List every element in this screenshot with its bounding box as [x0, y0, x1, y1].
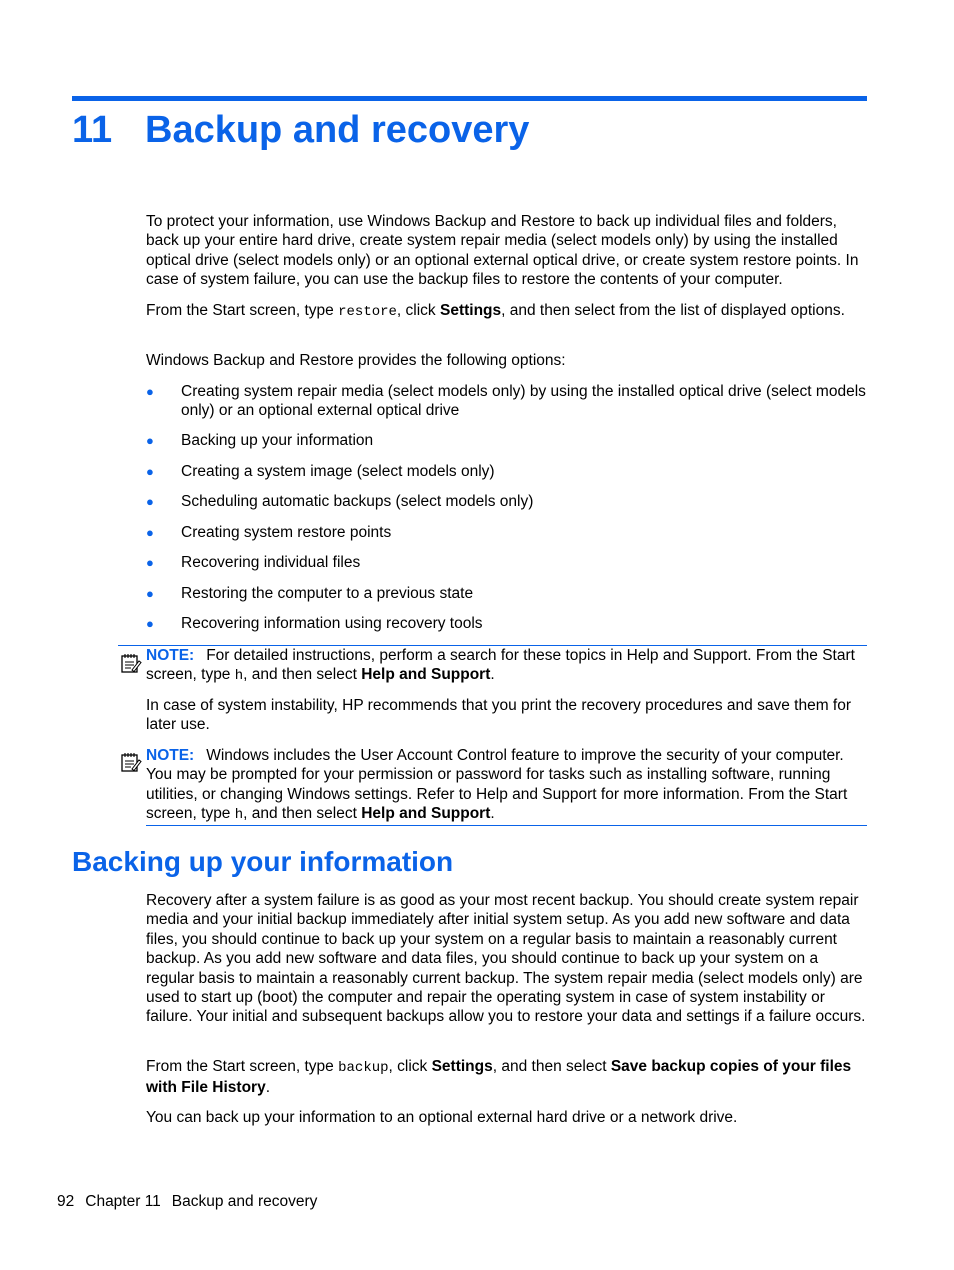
note-2-bottom-rule: [146, 825, 867, 826]
bullet-dot-icon: ●: [146, 494, 154, 509]
intro-paragraph-1: To protect your information, use Windows Backup and Restore to back up individual files and folders, back up your entire hard drive, create system repair media (select models only) by using the installed optical drive (select models only) or an optional external optical drive, or create system restore points. In case of system failure, you can use the backup files to restore the contents of your computer.: [146, 213, 859, 289]
bold-term: Help and Support: [361, 805, 491, 823]
text-run: , click: [396, 302, 440, 319]
bullet-dot-icon: ●: [146, 586, 154, 601]
page-footer: [57, 1192, 328, 1211]
page-number: 92: [57, 1193, 75, 1210]
text-run: .: [490, 666, 495, 684]
list-item-text: Recovering individual files: [181, 554, 361, 571]
note-pad-icon: [120, 652, 142, 674]
chapter-title-text: Backup and recovery: [145, 109, 530, 151]
section-paragraph-2: [146, 1057, 868, 1098]
list-item-text: Creating system repair media (select models only) by using the installed optical drive (select models only) or an optional external optical drive: [181, 383, 866, 420]
footer-chapter: Chapter 11: [85, 1193, 161, 1210]
bold-term: Save backup copies of your files with File History: [146, 1058, 852, 1096]
text-run: Windows includes the User Account Control feature to improve the security of your computer. You may be prompted for your permission or password for tasks such as installing software, running utilities, or changing Windows settings. Refer to Help and Support for more information. From the Start screen, type: [146, 747, 848, 823]
list-item-text: Creating system restore points: [181, 524, 392, 541]
typed-command: backup: [338, 1060, 389, 1076]
footer-title: Backup and recovery: [171, 1193, 318, 1210]
typed-command: h: [234, 807, 244, 824]
note-pad-icon: [120, 751, 142, 773]
bullet-dot-icon: ●: [146, 525, 154, 540]
chapter-title: [72, 106, 529, 154]
section-paragraph-3: You can back up your information to an optional external hard drive or a network drive.: [146, 1109, 738, 1126]
bullet-dot-icon: ●: [146, 433, 154, 448]
text-run: .: [265, 1079, 271, 1096]
bullet-dot-icon: ●: [146, 616, 154, 631]
list-item-text: Creating a system image (select models only): [181, 463, 495, 480]
note-1-body: [146, 646, 868, 687]
section-paragraph-1: Recovery after a system failure is as good as your most recent backup. You should create system repair media and your initial backup immediately after initial system setup. As you add new software and data files, you should continue to back up your system on a regular basis to maintain a reasonably current backup. As you add new software and data files, you should continue to back up your system on a regular basis to maintain a reasonably current backup. The system repair media (select models only) are used to start up (boot) the computer and repair the operating system in case of system instability or failure. Your initial and subsequent backups allow you to restore your data and settings if a failure occurs.: [146, 892, 866, 1026]
typed-command: restore: [338, 304, 397, 320]
intro-paragraph-3: Windows Backup and Restore provides the following options:: [146, 352, 566, 369]
text-run: , click: [388, 1058, 432, 1075]
note-2-body: [146, 746, 868, 826]
text-run: From the Start screen, type: [146, 1058, 339, 1075]
bullet-dot-icon: ●: [146, 384, 154, 399]
text-run: .: [490, 805, 495, 823]
text-run: For detailed instructions, perform a search for these topics in Help and Support. From the Start screen, type: [146, 647, 855, 684]
typed-command: h: [234, 668, 244, 685]
bold-term: Settings: [431, 1058, 493, 1075]
text-run: , and then select from the list of displayed options.: [501, 302, 845, 319]
bullet-dot-icon: ●: [146, 464, 154, 479]
chapter-top-rule: [72, 96, 867, 101]
bullet-dot-icon: ●: [146, 555, 154, 570]
intro-paragraph-2: [146, 300, 868, 323]
bold-term: Settings: [439, 302, 502, 319]
list-item-text: Recovering information using recovery tools: [181, 615, 483, 632]
note-box-2: [118, 745, 867, 825]
text-run: , and then select: [243, 666, 362, 684]
instability-paragraph: In case of system instability, HP recommends that you print the recovery procedures and save them for later use.: [146, 697, 852, 734]
section-title: Backing up your information: [72, 846, 454, 877]
list-item-text: Scheduling automatic backups (select models only): [181, 493, 534, 510]
chapter-number: 11: [72, 109, 113, 151]
list-item-text: Restoring the computer to a previous state: [181, 585, 474, 602]
text-run: , and then select: [243, 805, 362, 823]
text-run: , and then select: [492, 1058, 611, 1075]
note-label: NOTE:: [146, 647, 195, 664]
text-run: From the Start screen, type: [146, 302, 339, 319]
list-item-text: Backing up your information: [181, 432, 374, 449]
note-label: NOTE:: [146, 747, 195, 764]
bold-term: Help and Support: [361, 666, 491, 684]
note-box-1: [118, 645, 867, 690]
